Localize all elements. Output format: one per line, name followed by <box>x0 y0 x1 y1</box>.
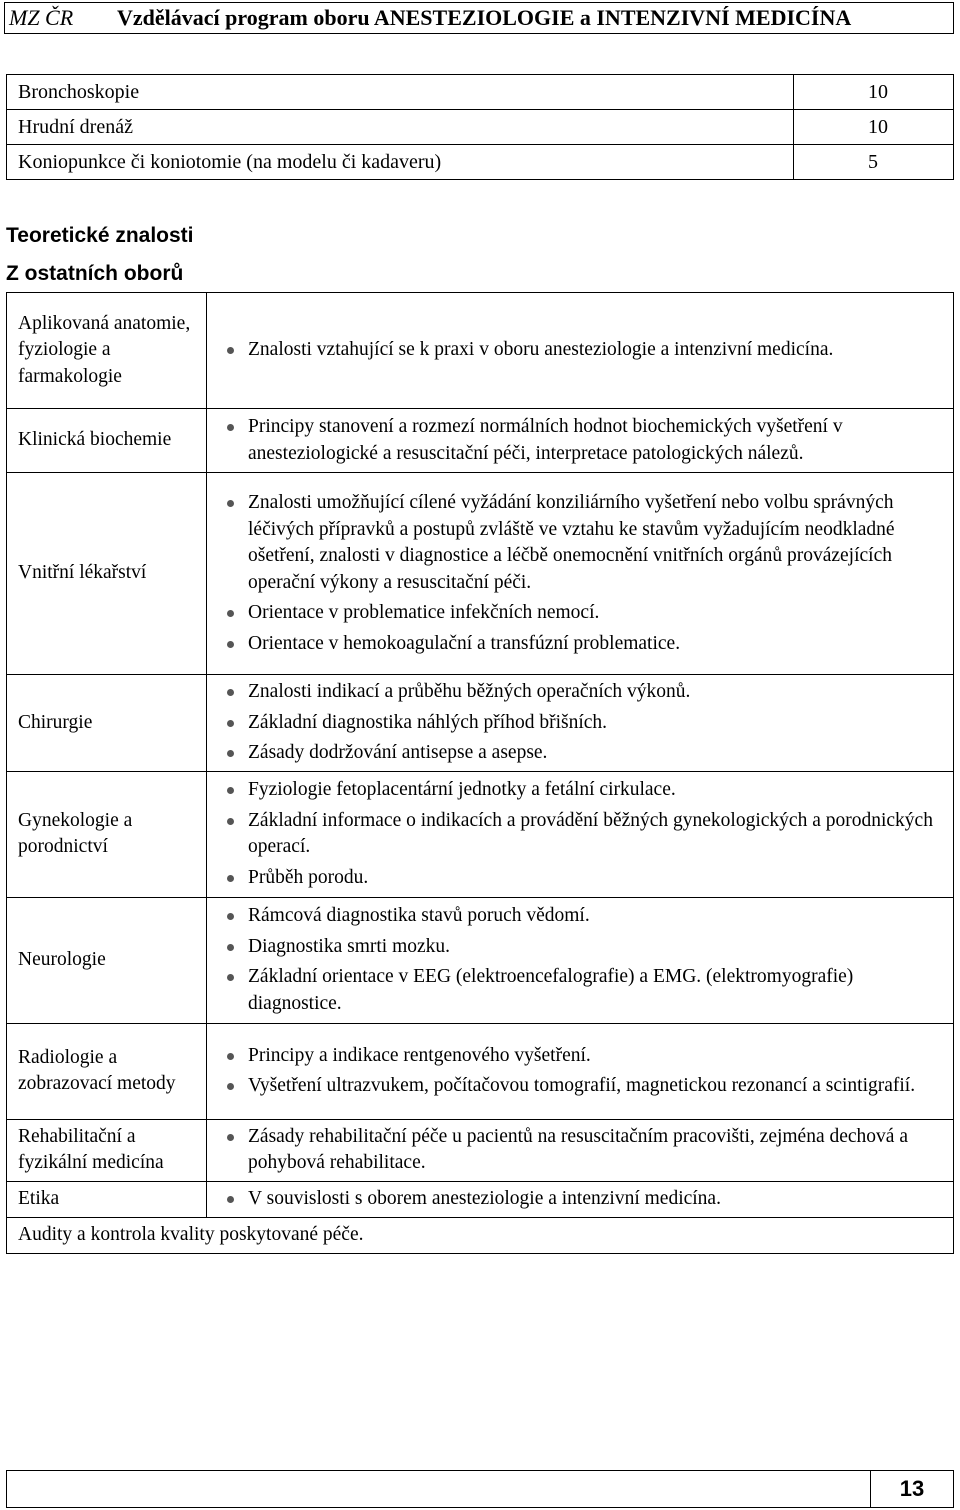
list-item: V souvislosti s oborem anesteziologie a intenzivní medicína. <box>219 1186 945 1213</box>
procedure-name: Hrudní drenáž <box>7 110 794 145</box>
list-item: Zásady dodržování antisepse a asepse. <box>219 740 945 767</box>
ministry-label: MZ ČR <box>9 5 74 30</box>
subject-items <box>207 409 954 473</box>
list-item: Principy stanovení a rozmezí normálních hodnot biochemických vyšetření v anesteziologické a resuscitační péči, interpretace patologických nálezů. <box>219 414 945 467</box>
page-number: 13 <box>870 1471 953 1507</box>
procedure-count: 10 <box>794 75 954 110</box>
subject-items <box>207 771 954 897</box>
table-row <box>7 473 954 675</box>
section-title: Teoretické znalosti <box>6 224 194 247</box>
audits-row: Audity a kontrola kvality poskytované péče. <box>7 1217 954 1253</box>
subject-label: Etika <box>7 1181 207 1217</box>
document-title: Vzdělávací program oboru ANESTEZIOLOGIE a INTENZIVNÍ MEDICÍNA <box>117 5 852 30</box>
list-item: Orientace v problematice infekčních nemocí. <box>219 600 945 627</box>
table-row <box>7 1217 954 1253</box>
list-item: Principy a indikace rentgenového vyšetření. <box>219 1043 945 1070</box>
subject-items <box>207 473 954 675</box>
subject-label: Aplikovaná anatomie, fyziologie a farmakologie <box>7 293 207 409</box>
subject-items <box>207 1119 954 1181</box>
procedures-table <box>6 74 954 180</box>
list-item: Vyšetření ultrazvukem, počítačovou tomografií, magnetickou rezonancí a scintigrafií. <box>219 1073 945 1100</box>
page-header <box>4 2 954 34</box>
table-row <box>7 1023 954 1119</box>
procedure-count: 5 <box>794 145 954 180</box>
table-row <box>7 110 954 145</box>
list-item: Znalosti vztahující se k praxi v oboru anesteziologie a intenzivní medicína. <box>219 337 945 364</box>
list-item: Základní informace o indikacích a provádění běžných gynekologických a porodnických operací. <box>219 808 945 861</box>
procedure-name: Koniopunkce či koniotomie (na modelu či kadaveru) <box>7 145 794 180</box>
list-item: Průběh porodu. <box>219 865 945 892</box>
table-row <box>7 1181 954 1217</box>
subject-label: Neurologie <box>7 897 207 1023</box>
subject-label: Vnitřní lékařství <box>7 473 207 675</box>
table-row <box>7 771 954 897</box>
table-row <box>7 1119 954 1181</box>
knowledge-table <box>6 292 954 1254</box>
table-row <box>7 897 954 1023</box>
subject-label: Gynekologie a porodnictví <box>7 771 207 897</box>
subject-label: Rehabilitační a fyzikální medicína <box>7 1119 207 1181</box>
list-item: Zásady rehabilitační péče u pacientů na resuscitačním pracovišti, zejména dechová a pohybová rehabilitace. <box>219 1124 945 1177</box>
table-row <box>7 75 954 110</box>
list-item: Znalosti umožňující cílené vyžádání konziliárního vyšetření nebo volbu správných léčivých přípravků a postupů zvláště ve vztahu ke stavům vyžadujícím neodkladné ošetření, znalosti v diagnostice a léčbě onemocnění vnitřních orgánů provázejících operační výkony a resuscitační péči. <box>219 490 945 596</box>
list-item: Základní orientace v EEG (elektroencefalografie) a EMG. (elektromyografie) diagnostice. <box>219 964 945 1017</box>
procedure-count: 10 <box>794 110 954 145</box>
list-item: Orientace v hemokoagulační a transfúzní problematice. <box>219 631 945 658</box>
list-item: Rámcová diagnostika stavů poruch vědomí. <box>219 903 945 930</box>
subject-label: Chirurgie <box>7 675 207 772</box>
table-row <box>7 409 954 473</box>
list-item: Diagnostika smrti mozku. <box>219 934 945 961</box>
subject-label: Klinická biochemie <box>7 409 207 473</box>
subject-items <box>207 675 954 772</box>
procedure-name: Bronchoskopie <box>7 75 794 110</box>
table-row <box>7 293 954 409</box>
list-item: Znalosti indikací a průběhu běžných operačních výkonů. <box>219 679 945 706</box>
list-item: Fyziologie fetoplacentární jednotky a fetální cirkulace. <box>219 777 945 804</box>
subject-items <box>207 293 954 409</box>
subject-items <box>207 1023 954 1119</box>
page-footer <box>6 1470 954 1508</box>
subject-items <box>207 1181 954 1217</box>
list-item: Základní diagnostika náhlých příhod břišních. <box>219 710 945 737</box>
table-row <box>7 145 954 180</box>
subject-label: Radiologie a zobrazovací metody <box>7 1023 207 1119</box>
table-row <box>7 675 954 772</box>
subsection-title: Z ostatních oborů <box>6 262 184 285</box>
subject-items <box>207 897 954 1023</box>
